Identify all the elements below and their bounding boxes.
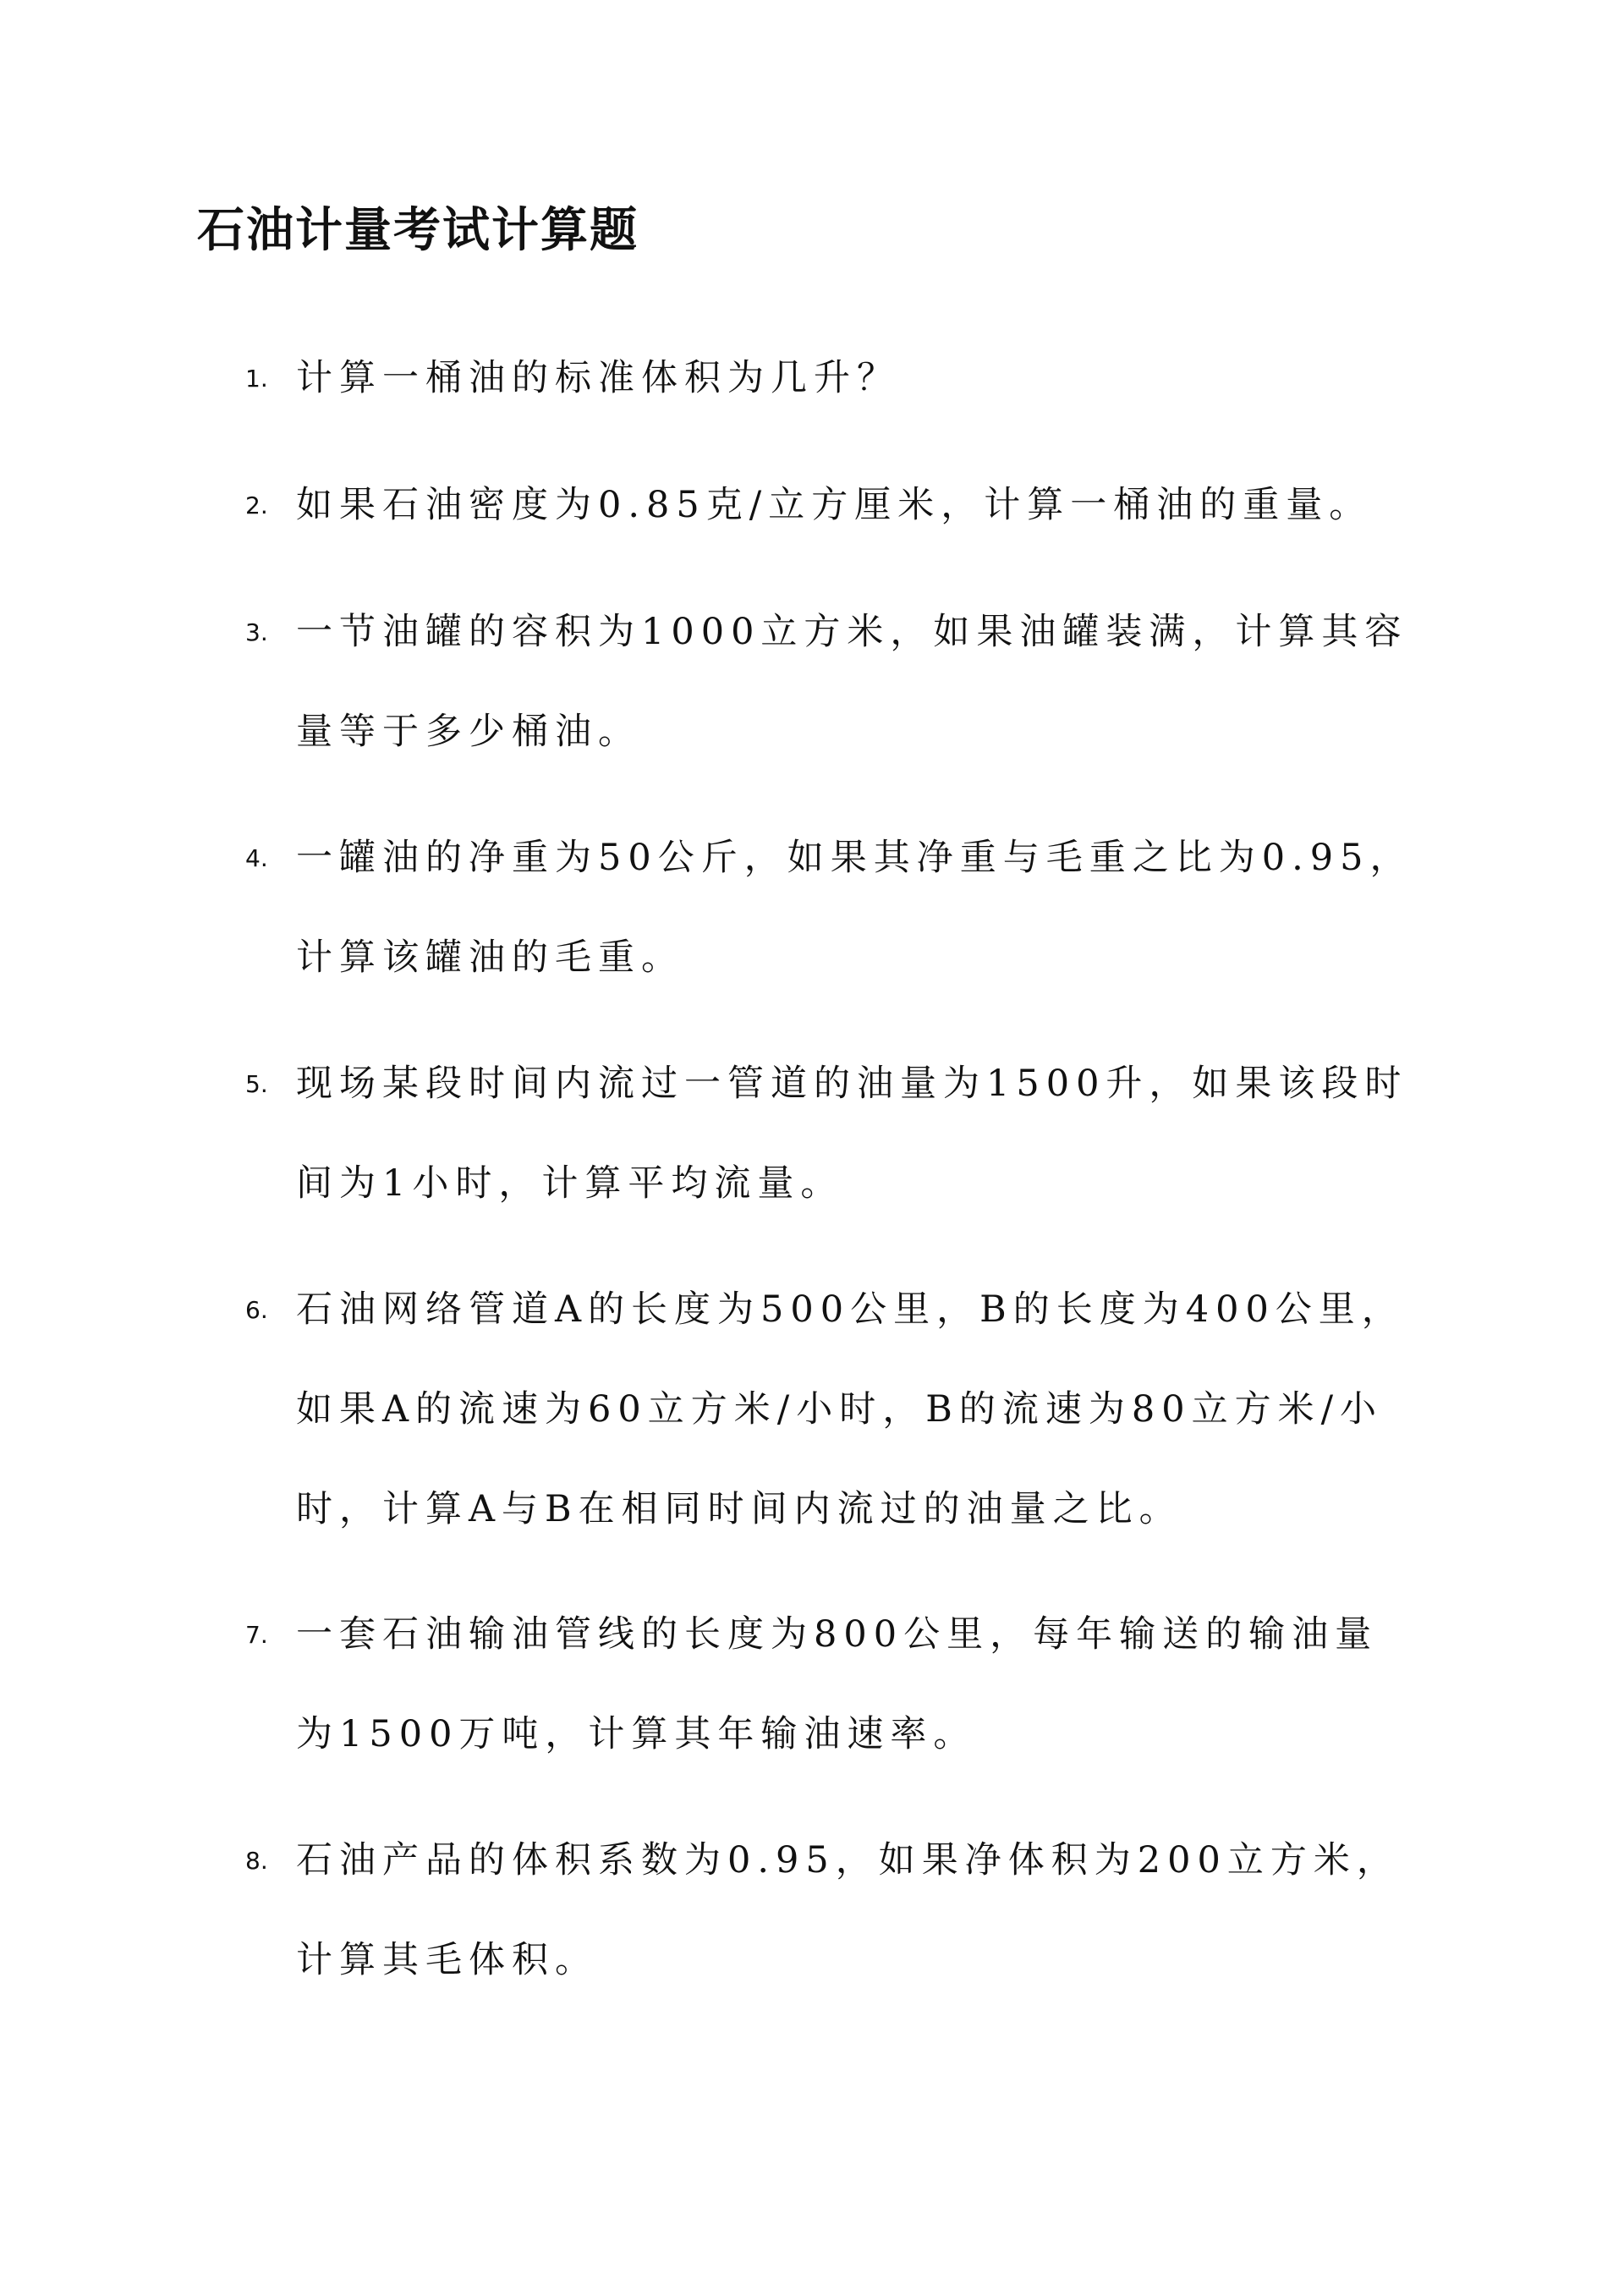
page-title: 石油计量考试计算题 [197, 202, 639, 258]
question-text: 现场某段时间内流过一管道的油量为1500升，如果该段时间为1小时，计算平均流量。 [296, 1063, 1408, 1205]
question-number: 7. [245, 1621, 268, 1649]
question-text: 一套石油输油管线的长度为800公里，每年输送的输油量为1500万吨，计算其年输油速率。 [296, 1613, 1379, 1755]
question-text: 计算一桶油的标准体积为几升？ [296, 357, 900, 399]
question-number: 6. [245, 1296, 268, 1324]
question-number: 5. [245, 1070, 268, 1098]
question-text: 石油网络管道A的长度为500公里，B的长度为400公里，如果A的流速为60立方米/小时，B的流速为80立方米/小时，计算A与B在相同时间内流过的油量之比。 [296, 1288, 1405, 1530]
question-number: 1. [245, 365, 268, 393]
question-text: 一节油罐的容积为1000立方米，如果油罐装满，计算其容量等于多少桶油。 [296, 611, 1408, 753]
question-text: 石油产品的体积系数为0.95，如果净体积为200立方米，计算其毛体积。 [296, 1839, 1400, 1981]
question-number: 2. [245, 492, 268, 519]
question-number: 3. [245, 618, 268, 646]
question-number: 8. [245, 1847, 268, 1875]
question-text: 一罐油的净重为50公斤，如果其净重与毛重之比为0.95，计算该罐油的毛重。 [296, 837, 1413, 979]
question-number: 4. [245, 844, 268, 872]
question-text: 如果石油密度为0.85克/立方厘米，计算一桶油的重量。 [296, 484, 1373, 526]
